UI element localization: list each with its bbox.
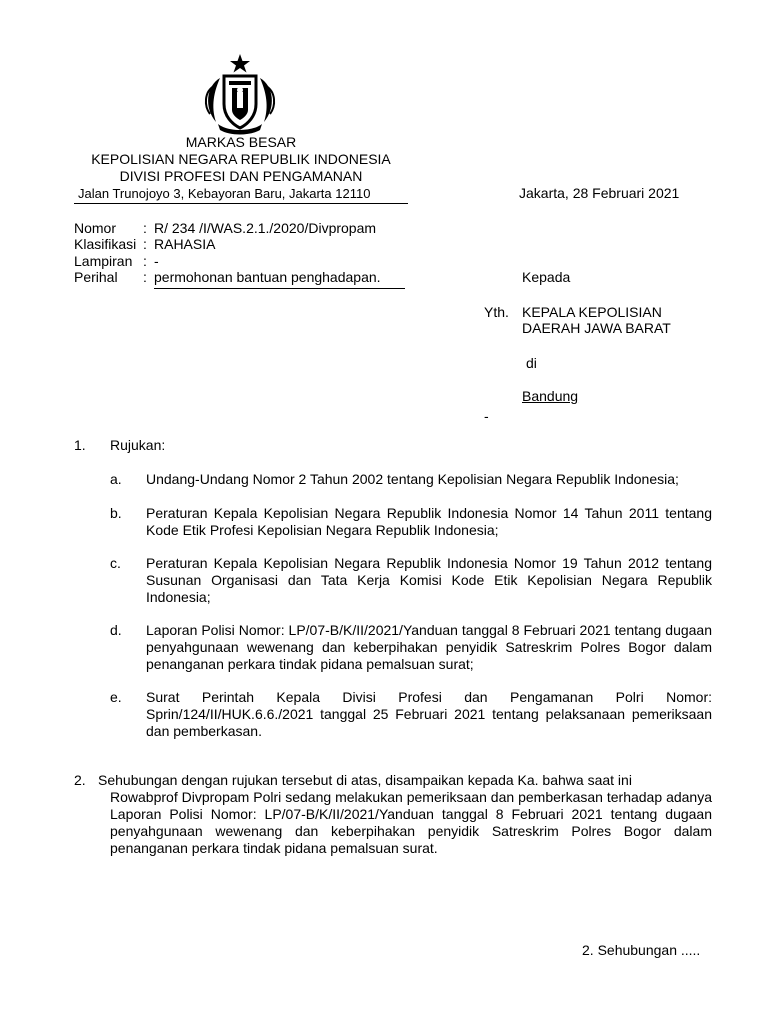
section-1-title: Rujukan: bbox=[110, 437, 166, 453]
perihal-underline bbox=[154, 288, 405, 289]
recipient-dash: - bbox=[484, 408, 489, 424]
header-line-3: DIVISI PROFESI DAN PENGAMANAN bbox=[119, 168, 363, 184]
header-line-1: MARKAS BESAR bbox=[185, 134, 297, 150]
header-line-2: KEPOLISIAN NEGARA REPUBLIK INDONESIA bbox=[91, 151, 391, 167]
header-underline bbox=[74, 203, 408, 204]
recipient-name-line-2: DAERAH JAWA BARAT bbox=[522, 320, 671, 336]
meta-label: Klasifikasi bbox=[74, 236, 137, 252]
meta-colon: : bbox=[143, 220, 147, 236]
meta-colon: : bbox=[143, 236, 147, 252]
item-label: d. bbox=[110, 622, 122, 638]
item-label: b. bbox=[110, 505, 122, 521]
meta-colon: : bbox=[143, 253, 147, 269]
section-2-number: 2. bbox=[74, 772, 86, 788]
meta-value: permohonan bantuan penghadapan. bbox=[154, 269, 381, 285]
recipient-di: di bbox=[526, 355, 537, 371]
meta-colon: : bbox=[143, 269, 147, 285]
meta-label: Lampiran bbox=[74, 253, 133, 269]
item-text: Peraturan Kepala Kepolisian Negara Republik Indonesia Nomor 19 Tahun 2012 tentang Susunan Organisasi dan Tata Kerja Komisi Kode Etik Kepolisian Negara Republik Indonesia; bbox=[146, 555, 712, 605]
item-text: Undang-Undang Nomor 2 Tahun 2002 tentang Kepolisian Negara Republik Indonesia; bbox=[146, 471, 679, 487]
section-2-first-line: Sehubungan dengan rujukan tersebut di atas, disampaikan kepada Ka. bahwa saat ini bbox=[98, 772, 632, 788]
item-label: e. bbox=[110, 689, 122, 705]
recipient-yth: Yth. bbox=[484, 304, 509, 320]
item-text: Surat Perintah Kepala Divisi Profesi dan Pengamanan Polri Nomor: Sprin/124/II/HUK.6.6./2021 tanggal 25 Februari 2021 tentang pelaksanaan pemeriksaan dan pemberkasan. bbox=[146, 689, 712, 739]
place-date: Jakarta, 28 Februari 2021 bbox=[519, 185, 680, 201]
meta-label: Nomor bbox=[74, 220, 117, 236]
recipient-kepada: Kepada bbox=[522, 269, 571, 285]
meta-value: R/ 234 /I/WAS.2.1./2020/Divpropam bbox=[154, 220, 377, 236]
continuation-note: 2. Sehubungan ..... bbox=[582, 942, 701, 958]
recipient-name-line-1: KEPALA KEPOLISIAN bbox=[522, 304, 662, 320]
section-2-body: Rowabprof Divpropam Polri sedang melakukan pemeriksaan dan pemberkasan terhadap adanya Laporan Polisi Nomor: LP/07-B/K/II/2021/Yanduan tanggal 8 Februari 2021 tentang dugaan penyahgunaan wewenang dan keberpihakan penyidik Satreskrim Polres Bogor dalam penanganan perkara tindak pidana pemalsuan surat. bbox=[110, 789, 712, 856]
recipient-city: Bandung bbox=[522, 388, 579, 404]
item-label: a. bbox=[110, 471, 122, 487]
meta-value: RAHASIA bbox=[154, 236, 216, 252]
meta-label: Perihal bbox=[74, 269, 118, 285]
meta-value: - bbox=[154, 253, 159, 269]
item-label: c. bbox=[110, 555, 121, 571]
police-emblem-icon bbox=[198, 52, 282, 136]
item-text: Laporan Polisi Nomor: LP/07-B/K/II/2021/Yanduan tanggal 8 Februari 2021 tentang dugaan penyahgunaan wewenang dan keberpihakan penyidik Satreskrim Polres Bogor dalam penanganan perkara tindak pidana pemalsuan surat; bbox=[146, 622, 712, 672]
item-text: Peraturan Kepala Kepolisian Negara Republik Indonesia Nomor 14 Tahun 2011 tentang Kode Etik Profesi Kepolisian Negara Republik Indonesia; bbox=[146, 505, 712, 538]
section-1-number: 1. bbox=[74, 437, 86, 453]
header-address: Jalan Trunojoyo 3, Kebayoran Baru, Jakarta 12110 bbox=[78, 186, 371, 201]
